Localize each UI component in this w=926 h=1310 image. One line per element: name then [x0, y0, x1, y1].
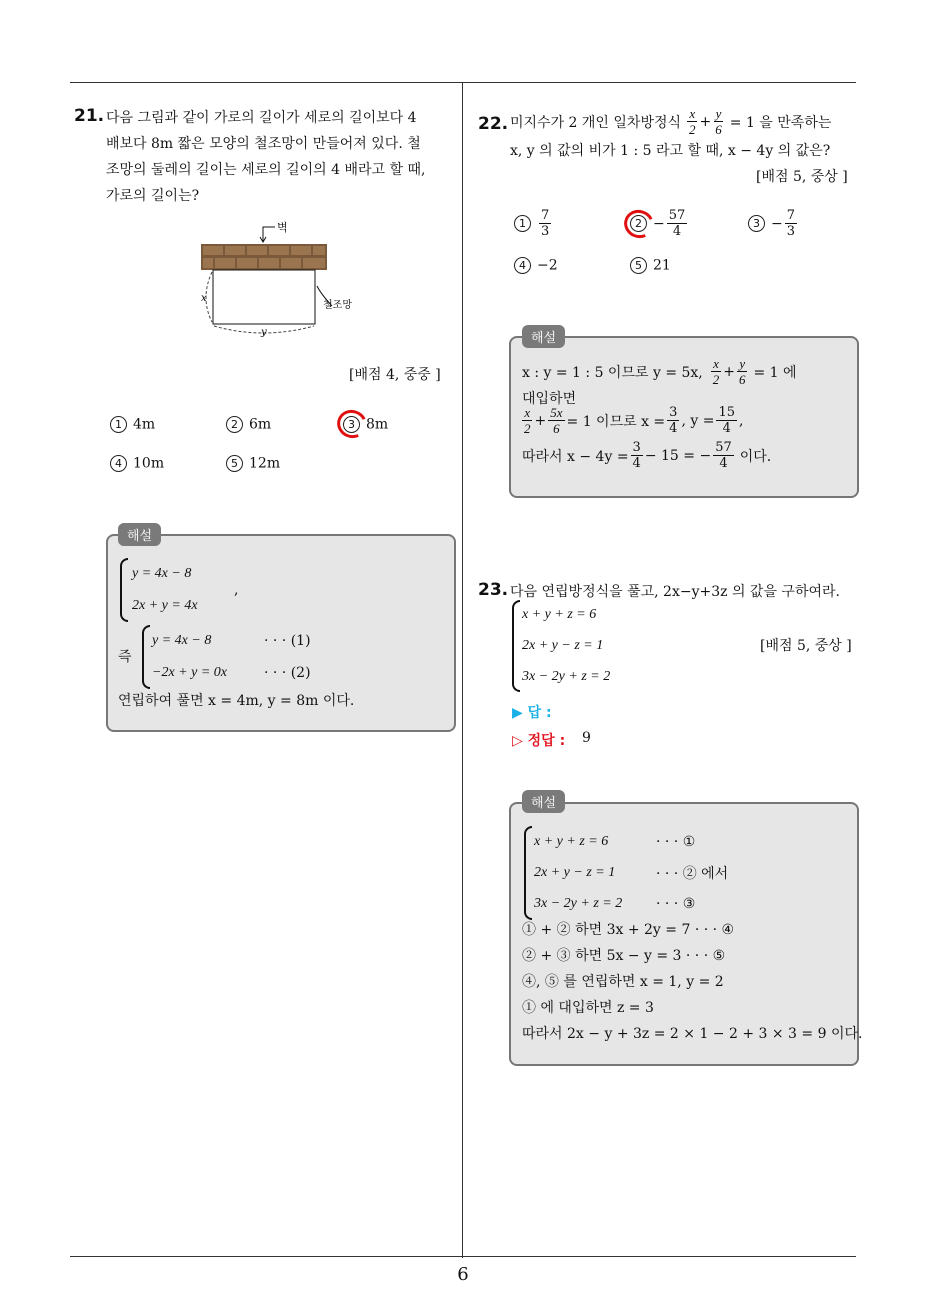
numerator: x: [713, 356, 719, 371]
q22-sol-line1: [522, 356, 797, 387]
q23-system-eq2: 2x + y − z = 1: [522, 638, 604, 653]
q22-choice-4[interactable]: [514, 257, 558, 274]
q21-text-line: 다음 그림과 같이 가로의 길이가 세로의 길이보다 4: [106, 110, 417, 126]
choice-text: 8m: [366, 416, 389, 433]
frac-y-6: [737, 356, 748, 387]
frac-5x-6: [548, 405, 564, 436]
q22-eq-rest: = 1 을 만족하는: [729, 114, 832, 131]
q23-sol-sys-eq3: 3x − 2y + z = 2: [534, 896, 623, 911]
q21-choice-2[interactable]: [226, 416, 271, 433]
comma: ,: [738, 412, 744, 429]
y-dimension-label: y: [261, 327, 267, 338]
q23-score: [배점 5, 중상 ]: [760, 638, 852, 654]
q22-choice-1[interactable]: [514, 208, 553, 239]
choice-text: 6m: [249, 416, 272, 433]
numerator: x: [524, 405, 531, 420]
q22-sol-l3b: , y =: [681, 412, 715, 429]
wall-label-arrow: [260, 227, 275, 242]
choice-number: 3: [343, 416, 360, 433]
q21-choice-5[interactable]: [226, 455, 280, 472]
frac-3-4: [667, 405, 679, 436]
q22-score: [배점 5, 중상 ]: [756, 169, 848, 185]
choice-fraction: [785, 208, 797, 239]
q23-correct-label: ▷ 정답 :: [512, 733, 566, 749]
denominator: 2: [524, 421, 531, 436]
q22-frac-x2: [687, 106, 698, 137]
q23-sol-ref3: · · · ③: [656, 896, 696, 912]
x-dimension-arc: [206, 272, 212, 322]
q21-sys2-ref2: · · · (2): [264, 665, 311, 681]
q22-choice-3[interactable]: [748, 208, 799, 239]
plus-sign: +: [699, 113, 712, 130]
q23-system-eq3: 3x − 2y + z = 2: [522, 669, 611, 684]
choice-number: 4: [514, 257, 531, 274]
choice-text: 12m: [249, 455, 281, 472]
q22-number: 22.: [478, 114, 509, 134]
q21-answer-mark: [333, 406, 371, 443]
frac-57-4: [713, 440, 734, 471]
q23-sol-line1: ① + ② 하면 3x + 2y = 7 · · · ④: [522, 922, 735, 938]
x-dimension-label: x: [201, 293, 207, 304]
denominator: 2: [712, 372, 720, 387]
top-rule: [70, 82, 856, 83]
denominator: 6: [553, 421, 560, 436]
choice-number: 1: [514, 215, 531, 232]
q21-solution-conclusion: 연립하여 풀면 x = 4m, y = 8m 이다.: [118, 693, 355, 709]
q23-text: 다음 연립방정식을 풀고, 2x−y+3z 의 값을 구하여라.: [510, 584, 840, 600]
q21-system2-brace: [142, 625, 150, 689]
frac-x-2: [711, 356, 722, 387]
numerator: 5x: [550, 405, 563, 420]
q22-sol-line2: 대입하면: [522, 391, 577, 407]
denominator: 2: [689, 122, 696, 137]
frac-15-4: [716, 405, 737, 436]
choice-text: 4m: [133, 416, 156, 433]
numerator: 15: [718, 405, 735, 420]
q21-system1-brace: [120, 558, 128, 622]
q22-sol-line4: [522, 440, 771, 471]
q22-sol-l4a: 따라서 x − 4y =: [522, 448, 629, 465]
q21-score: [배점 4, 중중 ]: [349, 367, 441, 383]
page-number: 6: [457, 1264, 469, 1285]
plus-sign: +: [723, 363, 735, 380]
q21-figure: [195, 216, 370, 341]
plus-sign: +: [534, 412, 547, 429]
choice-number: 5: [630, 257, 647, 274]
q22-text2: x, y 의 값의 비가 1 : 5 라고 할 때, x − 4y 의 값은?: [510, 143, 831, 159]
q23-system-brace: [512, 600, 520, 692]
choice-sign: −: [653, 215, 665, 232]
q21-text: [106, 105, 456, 209]
choice-text: −2: [537, 257, 558, 274]
q22-choice-5[interactable]: [630, 257, 671, 274]
column-divider: [462, 82, 463, 1258]
q21-sys1-comma: ,: [234, 582, 239, 598]
q23-number: 23.: [478, 580, 509, 600]
q22-solution-tag: 해설: [522, 325, 565, 348]
q22-sol-line3: [520, 405, 743, 436]
q22-sol-l1b: = 1 에: [753, 364, 797, 381]
q23-system-eq1: x + y + z = 6: [522, 607, 597, 622]
choice-text: 21: [653, 257, 671, 274]
brick-wall: [201, 244, 327, 270]
q23-sol-ref1: · · · ①: [656, 834, 696, 850]
numerator: 7: [541, 208, 550, 223]
numerator: 57: [668, 208, 686, 223]
choice-number: 2: [630, 215, 647, 232]
fence-rectangle: [213, 270, 315, 324]
numerator: 3: [669, 405, 678, 420]
q21-text-line: 가로의 길이는?: [106, 188, 200, 204]
choice-number: 1: [110, 416, 127, 433]
choice-text: 10m: [133, 455, 165, 472]
denominator: 4: [722, 421, 731, 436]
q22-sol-l3a: = 1 이므로 x =: [566, 413, 666, 430]
denominator: 4: [672, 224, 682, 239]
q23-sol-sys-eq2: 2x + y − z = 1: [534, 865, 616, 880]
q21-choice-1[interactable]: [110, 416, 155, 433]
frac-3-4: [631, 440, 643, 471]
numerator: x: [689, 106, 696, 121]
q23-sol-line5: 따라서 2x − y + 3z = 2 × 1 − 2 + 3 × 3 = 9 이다.: [522, 1026, 863, 1042]
choice-number: 3: [748, 215, 765, 232]
q23-solution-brace: [524, 826, 532, 920]
denominator: 4: [719, 456, 728, 471]
numerator: 7: [786, 208, 796, 223]
q23-sol-sys-eq1: x + y + z = 6: [534, 834, 609, 849]
q22-text1: 미지수가 2 개인 일차방정식: [510, 114, 682, 131]
q22-sol-l4b: − 15 = −: [644, 447, 712, 464]
choice-fraction: [667, 208, 688, 239]
q21-number: 21.: [74, 106, 105, 126]
q22-line1: [510, 106, 831, 137]
q21-text-line: 조망의 둘레의 길이는 세로의 길이의 4 배라고 할 때,: [106, 162, 426, 178]
q21-sys2-ref1: · · · (1): [264, 633, 311, 649]
q22-sol-l1a: x : y = 1 : 5 이므로 y = 5x,: [522, 364, 703, 381]
wall-label: 벽: [277, 221, 288, 234]
choice-fraction: [539, 208, 551, 239]
q23-correct-value: 9: [582, 730, 591, 746]
choice-number: 4: [110, 455, 127, 472]
choice-number: 2: [226, 416, 243, 433]
numerator: 3: [632, 440, 641, 455]
q21-text-line: 배보다 8m 짧은 모양의 철조망이 만들어져 있다. 철: [106, 136, 421, 152]
q21-sys2-eq2: −2x + y = 0x: [152, 665, 227, 680]
q23-sol-line4: ① 에 대입하면 z = 3: [522, 1000, 654, 1016]
denominator: 6: [715, 122, 722, 137]
q23-answer-label: ▶ 답 :: [512, 705, 552, 721]
q21-sys2-prefix: 즉: [118, 649, 132, 665]
q22-frac-y6: [713, 106, 724, 137]
numerator: y: [739, 356, 746, 371]
denominator: 3: [786, 224, 796, 239]
denominator: 4: [669, 421, 678, 436]
q21-solution-tag: 해설: [118, 523, 161, 546]
numerator: 57: [715, 440, 732, 455]
fence-label: 철조망: [323, 300, 352, 311]
q23-solution-tag: 해설: [522, 790, 565, 813]
q23-sol-line2: ② + ③ 하면 5x − y = 3 · · · ⑤: [522, 948, 726, 964]
frac-x-2: [522, 405, 533, 436]
q22-sol-l4c: 이다.: [739, 448, 772, 465]
choice-sign: −: [771, 215, 783, 232]
q21-choice-4[interactable]: [110, 455, 164, 472]
numerator: y: [715, 106, 722, 121]
choice-number: 5: [226, 455, 243, 472]
bottom-rule: [70, 1256, 856, 1257]
denominator: 6: [738, 372, 746, 387]
q21-sys1-eq2: 2x + y = 4x: [132, 598, 198, 613]
q23-sol-line3: ④, ⑤ 를 연립하면 x = 1, y = 2: [522, 974, 724, 990]
q21-sys2-eq1: y = 4x − 8: [152, 633, 212, 648]
denominator: 3: [541, 224, 550, 239]
q23-sol-ref2: · · · ② 에서: [656, 866, 729, 882]
denominator: 4: [632, 456, 641, 471]
q21-sys1-eq1: y = 4x − 8: [132, 566, 192, 581]
